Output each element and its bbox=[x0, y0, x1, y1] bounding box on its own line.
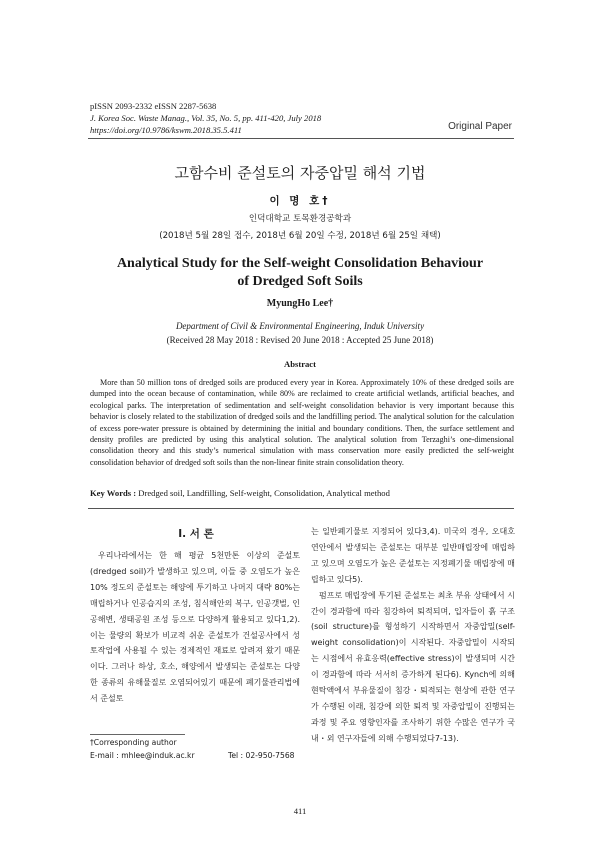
abstract-heading: Abstract bbox=[284, 359, 316, 369]
author-telephone: Tel : 02-950-7568 bbox=[228, 751, 295, 760]
affiliation-english: Department of Civil & Environmental Engineering, Induk University bbox=[175, 321, 425, 331]
intro-right-paragraph-2: 펌프로 매립장에 투기된 준설토는 최초 부유 상태에서 시간이 경과함에 따라 침강하여 퇴적되며, 입자들이 흙 구조(soil structure)를 형성하기 시작하면서 자중압밀(self-weight consolidation)이 시작된다. 자중압밀이 시작되는 시점에서 유효응력(effective stress)이 발생되며 시간이 경과함에 따라 서서히 증가하게 된다6). Kynch에 의해 현탁액에서 부유물질이 침강・퇴적되는 현상에 관한 연구가 수행된 이래, 침강에 의한 퇴적 및 자중압밀이 진행되는 과정 및 주요 영향인자를 조사하기 위한 수많은 연구가 국내・외 연구자들에 의해 수행되었다7-13). bbox=[311, 590, 515, 743]
author-email[interactable]: E-mail : mhlee@induk.ac.kr bbox=[90, 751, 195, 760]
abstract-body: More than 50 million tons of dredged soils are produced every year in Korea. Approximately 10% of these dredged soils are dumped into the ocean because of contamination, while 80% are reclaimed to create artificial wetlands, artificial beaches, and ecological parks. The interpretation of sedimentation and self-weight consolidation behavior is very important because this behavior is closely related to the stabilization of dredged soils and the landfilling period. The analytical solution for the calculation of excess pore-water pressure is obtained by determining the initial and boundary conditions. Then, the surface settlement and density profiles are predicted by using this analytical solution. The analytical solution from Terzaghi’s one-dimensional consolidation theory and this study’s numerical simulation with mass conservation more easily predicted the self-weight consolidation behavior of dredged soft soils than the non-linear finite strain consolidation theory. bbox=[90, 378, 514, 467]
dates-korean: (2018년 5월 28일 접수, 2018년 6월 20일 수정, 2018년 6월 25일 채택) bbox=[159, 231, 441, 241]
issn-line: pISSN 2093-2332 eISSN 2287-5638 bbox=[90, 101, 217, 111]
title-english-line1: Analytical Study for the Self-weight Consolidation Behaviour bbox=[116, 256, 484, 271]
author-english: MyungHo Lee† bbox=[266, 298, 334, 309]
section-heading: I. 서 론 bbox=[178, 528, 214, 540]
page-number: 411 bbox=[293, 806, 307, 816]
header-divider bbox=[88, 138, 514, 139]
keywords-text: Dredged soil, Landfilling, Self-weight, Consolidation, Analytical method bbox=[136, 488, 390, 498]
doi-link[interactable]: https://doi.org/10.9786/kswm.2018.35.5.411 bbox=[90, 125, 242, 135]
intro-right-paragraph-1: 는 일반폐기물로 지정되어 있다3,4). 미국의 경우, 오대호 연안에서 발생되는 준설토는 대부분 일반매립장에 매립하고 있으며 오염도가 높은 준설토는 지정폐기물 매립장에 매립하고 있다5). bbox=[311, 527, 515, 584]
keywords-divider bbox=[88, 508, 514, 509]
article-type: Original Paper bbox=[448, 121, 512, 132]
author-korean: 이 명 호† bbox=[269, 195, 331, 207]
footnote-divider bbox=[90, 734, 185, 735]
keywords-label: Key Words : bbox=[90, 488, 137, 498]
title-english-line2: of Dredged Soft Soils bbox=[237, 274, 363, 289]
affiliation-korean: 인덕대학교 토목환경공학과 bbox=[248, 214, 352, 224]
title-korean: 고함수비 준설토의 자중압밀 해석 기법 bbox=[174, 164, 426, 182]
corresponding-author-note: †Corresponding author bbox=[90, 738, 177, 747]
dates-english: (Received 28 May 2018 : Revised 20 June 2018 : Accepted 25 June 2018) bbox=[166, 335, 434, 345]
keywords-line bbox=[90, 488, 390, 498]
intro-left-column: 우리나라에서는 한 해 평균 5천만톤 이상의 준설토(dredged soil)가 발생하고 있으며, 이들 중 오염도가 높은 10% 정도의 준설토는 해양에 투기하고 나머지 대략 80%는 매립하거나 인공습지의 조성, 침식해안의 복구, 인공갯벌, 인공해변, 생태공원 조성 등으로 다양하게 활용되고 있다1,2). 이는 물량의 확보가 비교적 쉬운 준설토가 건설공사에서 성토작업에 사용될 수 있는 경제적인 재료로 알려져 왔기 때문이다. 그러나 하상, 호소, 해양에서 발생되는 준설토는 다양한 종류의 유해물질로 오염되어있기 때문에 폐기물관리법에서 준설토 bbox=[90, 551, 300, 704]
intro-right-column bbox=[311, 524, 515, 747]
journal-citation: J. Korea Soc. Waste Manag., Vol. 35, No. 5, pp. 411-420, July 2018 bbox=[90, 113, 322, 123]
